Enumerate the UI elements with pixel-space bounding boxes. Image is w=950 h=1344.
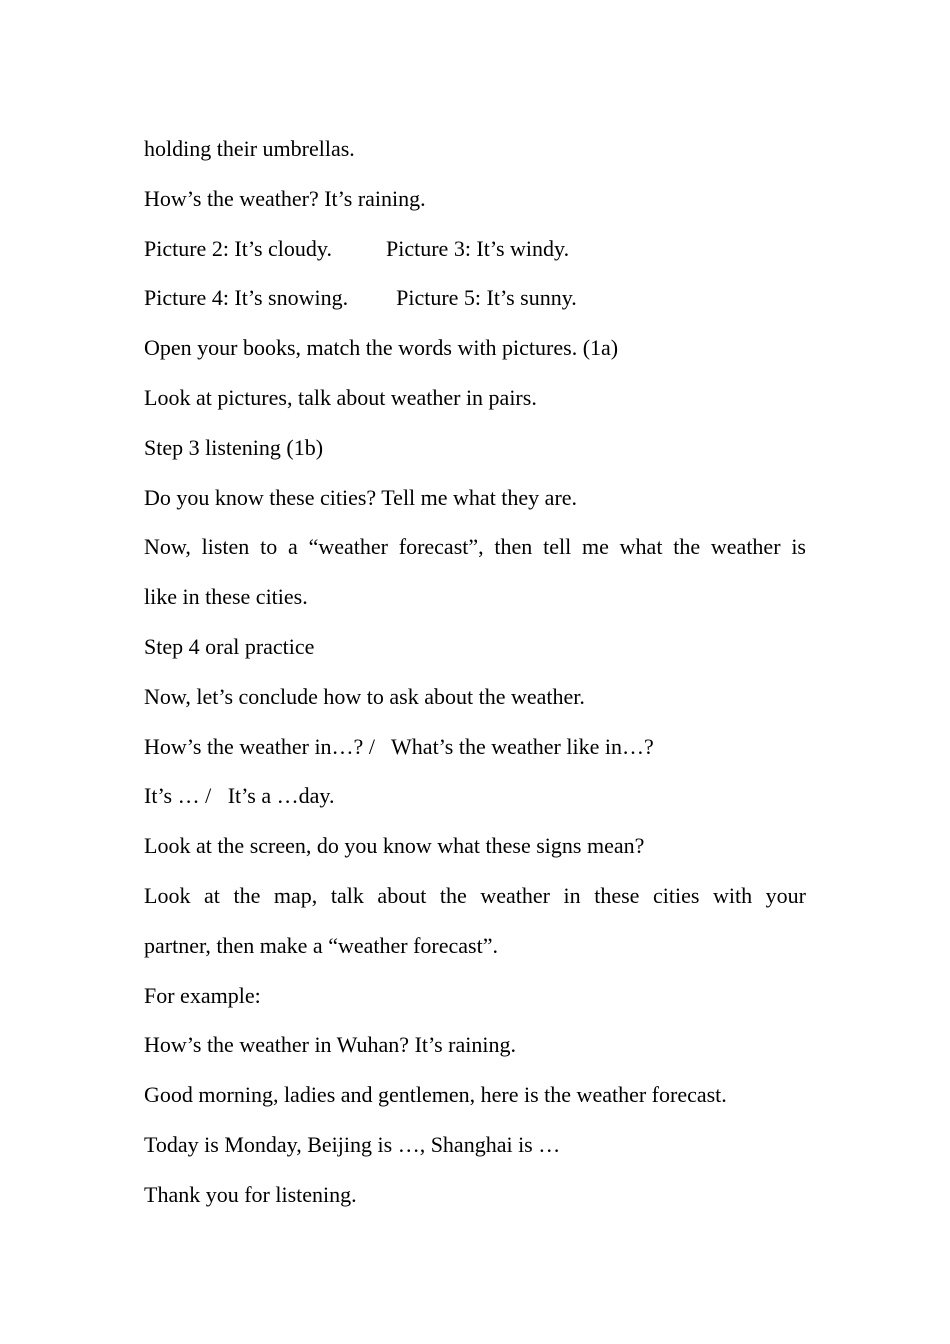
- document-page: [144, 124, 806, 1220]
- text-line: Now, let’s conclude how to ask about the weather.: [144, 683, 585, 709]
- text-line-pictures-2-3: [144, 224, 806, 274]
- text-line: It’s … / It’s a …day.: [144, 783, 335, 809]
- text-line: Today is Monday, Beijing is …, Shanghai is …: [144, 1131, 561, 1157]
- text-line: partner, then make a “weather forecast”.: [144, 932, 498, 958]
- text-line: Now, listen to a “weather forecast”, then tell me what the weather is: [144, 534, 806, 560]
- text-line-pictures-4-5: [144, 273, 806, 323]
- step-heading: Step 3 listening (1b): [144, 434, 324, 460]
- text-line: How’s the weather in Wuhan? It’s raining.: [144, 1032, 517, 1058]
- picture-2-text: Picture 2: It’s cloudy.: [144, 235, 332, 261]
- text-line: For example:: [144, 982, 261, 1008]
- text-line: holding their umbrellas.: [144, 136, 355, 161]
- text-line: Look at pictures, talk about weather in pairs.: [144, 384, 537, 410]
- text-line: Open your books, match the words with pictures. (1a): [144, 335, 619, 361]
- step-heading: Step 4 oral practice: [144, 633, 315, 659]
- text-line: like in these cities.: [144, 584, 308, 610]
- text-line: Do you know these cities? Tell me what they are.: [144, 484, 578, 510]
- text-line: Look at the map, talk about the weather in these cities with your: [144, 882, 806, 908]
- text-line: Thank you for listening.: [144, 1181, 357, 1207]
- picture-5-text: Picture 5: It’s sunny.: [396, 285, 577, 311]
- picture-4-text: Picture 4: It’s snowing.: [144, 285, 349, 311]
- text-line: Look at the screen, do you know what these signs mean?: [144, 833, 645, 859]
- text-line: Good morning, ladies and gentlemen, here is the weather forecast.: [144, 1082, 727, 1108]
- text-line: How’s the weather in…? / What’s the weather like in…?: [144, 733, 654, 759]
- text-line: How’s the weather? It’s raining.: [144, 185, 426, 211]
- picture-3-text: Picture 3: It’s windy.: [386, 235, 570, 261]
